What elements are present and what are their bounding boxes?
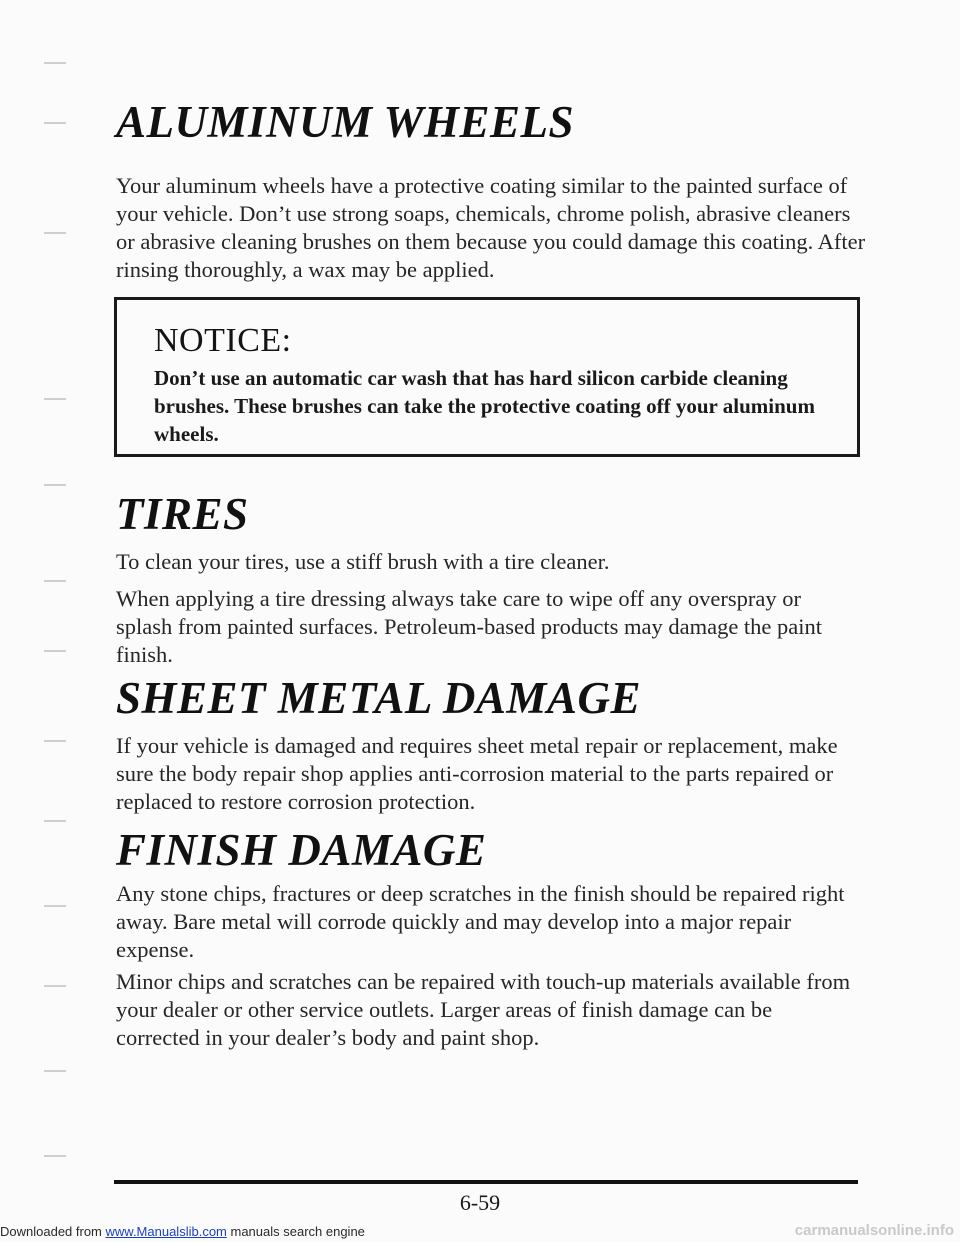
margin-mark xyxy=(44,398,66,400)
banner-suffix: manuals search engine xyxy=(226,1224,365,1239)
heading-tires: TIRES xyxy=(116,489,249,539)
paragraph-tires-cleaning: To clean your tires, use a stiff brush with a tire cleaner. xyxy=(116,549,610,574)
margin-mark xyxy=(44,62,66,64)
paragraph-aluminum-wheels: Your aluminum wheels have a protective coating similar to the painted surface of your vehicle. Don’t use strong soaps, chemicals, chrome polish, abrasive cleaners or abrasive cleaning brushes on them because you could damage this coating. After rinsing thoroughly, a wax may be applied. xyxy=(116,173,866,282)
margin-mark xyxy=(44,122,66,124)
notice-body: Don’t use an automatic car wash that has hard silicon carbide cleaning brushes. These brushes can take the protective coating off your aluminum wheels. xyxy=(154,366,815,446)
margin-mark xyxy=(44,820,66,822)
paragraph-finish-damage-touchup: Minor chips and scratches can be repaired with touch-up materials available from your dealer or other service outlets. Larger areas of finish damage can be corrected in your dealer’s body and paint shop. xyxy=(116,969,851,1050)
download-banner xyxy=(0,1224,365,1239)
page-number: 6-59 xyxy=(459,1190,501,1215)
watermark-logo: carmanualsonline.info xyxy=(794,1222,954,1239)
banner-prefix: Downloaded from xyxy=(0,1224,106,1239)
footer-rule xyxy=(114,1180,858,1184)
notice-box xyxy=(114,297,860,457)
margin-mark xyxy=(44,1070,66,1072)
margin-mark xyxy=(44,580,66,582)
heading-aluminum-wheels: ALUMINUM WHEELS xyxy=(116,97,575,147)
margin-mark xyxy=(44,905,66,907)
margin-mark xyxy=(44,1155,66,1157)
margin-mark xyxy=(44,232,66,234)
margin-mark xyxy=(44,650,66,652)
notice-title: NOTICE: xyxy=(154,322,292,359)
margin-mark xyxy=(44,985,66,987)
margin-mark xyxy=(44,484,66,486)
margin-mark xyxy=(44,740,66,742)
heading-finish-damage: FINISH DAMAGE xyxy=(116,825,487,875)
manualslib-link[interactable]: www.Manualslib.com xyxy=(105,1224,227,1239)
paragraph-sheet-metal-damage: If your vehicle is damaged and requires sheet metal repair or replacement, make sure the body repair shop applies anti-corrosion material to the parts repaired or replaced to restore corrosion protection. xyxy=(116,733,838,814)
heading-sheet-metal-damage: SHEET METAL DAMAGE xyxy=(116,673,641,723)
paragraph-finish-damage-repair: Any stone chips, fractures or deep scratches in the finish should be repaired right away. Bare metal will corrode quickly and may develop into a major repair expense. xyxy=(116,881,845,962)
paragraph-tires-dressing: When applying a tire dressing always take care to wipe off any overspray or splash from painted surfaces. Petroleum-based products may damage the paint finish. xyxy=(116,586,823,667)
